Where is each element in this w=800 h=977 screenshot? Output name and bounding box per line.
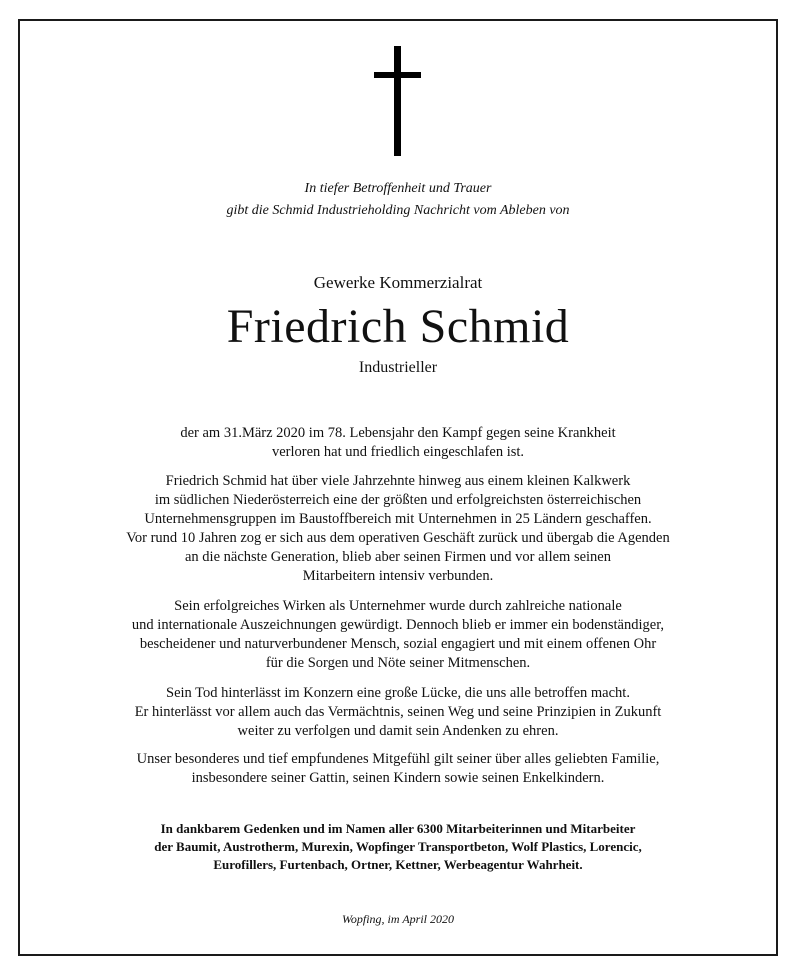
text-line: Vor rund 10 Jahren zog er sich aus dem operativen Geschäft zurück und übergab die Agenden (126, 530, 670, 546)
honorific: Gewerke Kommerzialrat (313, 273, 483, 292)
text-line: an die nächste Generation, blieb aber seinen Firmen und vor allem seinen (185, 549, 611, 565)
deceased-name: Friedrich Schmid (226, 300, 570, 353)
text-line: weiter zu verfolgen und damit sein Andenken zu ehren. (237, 723, 559, 739)
intro-line: gibt die Schmid Industrieholding Nachricht vom Ableben von (226, 203, 570, 218)
text-line: In dankbarem Gedenken und im Namen aller 6300 Mitarbeiterinnen und Mitarbeiter (160, 821, 636, 836)
obituary-frame (18, 19, 778, 956)
text-line: Unser besonderes und tief empfundenes Mitgefühl gilt seiner über alles geliebten Familie, (136, 751, 660, 767)
text-line: der Baumit, Austrotherm, Murexin, Wopfinger Transportbeton, Wolf Plastics, Lorencic, (154, 839, 642, 854)
text-line: bescheidener und naturverbundener Mensch, sozial engagiert und mit einem offenen Ohr (139, 636, 657, 652)
text-line: Unternehmensgruppen im Baustoffbereich mit Unternehmen in 25 Ländern geschaffen. (144, 511, 652, 527)
text-line: im südlichen Niederösterreich eine der größten und erfolgreichsten österreichischen (154, 492, 642, 508)
text-line: der am 31.März 2020 im 78. Lebensjahr den Kampf gegen seine Krankheit (180, 425, 616, 441)
text-line: Sein erfolgreiches Wirken als Unternehmer wurde durch zahlreiche nationale (174, 598, 622, 614)
text-line: Mitarbeitern intensiv verbunden. (302, 568, 494, 584)
place-date: Wopfing, im April 2020 (341, 912, 454, 926)
text-line: verloren hat und friedlich eingeschlafen ist. (271, 444, 525, 460)
intro-text (20, 178, 776, 222)
paragraph-death-notice (20, 424, 776, 462)
occupation: Industrieller (358, 359, 438, 376)
text-line: Er hinterlässt vor allem auch das Vermächtnis, seinen Weg und seine Prinzipien in Zukunft (134, 704, 662, 720)
paragraph-honors (20, 597, 776, 673)
paragraph-legacy (20, 684, 776, 741)
text-line: Sein Tod hinterlässt im Konzern eine große Lücke, die uns alle betroffen macht. (166, 685, 630, 701)
paragraph-condolence (20, 750, 776, 788)
text-line: insbesondere seiner Gattin, seinen Kindern sowie seinen Enkelkindern. (191, 770, 605, 786)
cross-icon (20, 46, 776, 156)
text-line: Eurofillers, Furtenbach, Ortner, Kettner, Werbeagentur Wahrheit. (213, 857, 583, 872)
text-line: Friedrich Schmid hat über viele Jahrzehnte hinweg aus einem kleinen Kalkwerk (165, 473, 631, 489)
text-line: für die Sorgen und Nöte seiner Mitmenschen. (265, 655, 531, 671)
paragraph-career (20, 472, 776, 586)
closing-signatories (20, 820, 776, 874)
text-line: und internationale Auszeichnungen gewürdigt. Dennoch blieb er immer ein bodenständiger, (131, 617, 665, 633)
intro-line: In tiefer Betroffenheit und Trauer (304, 181, 492, 196)
